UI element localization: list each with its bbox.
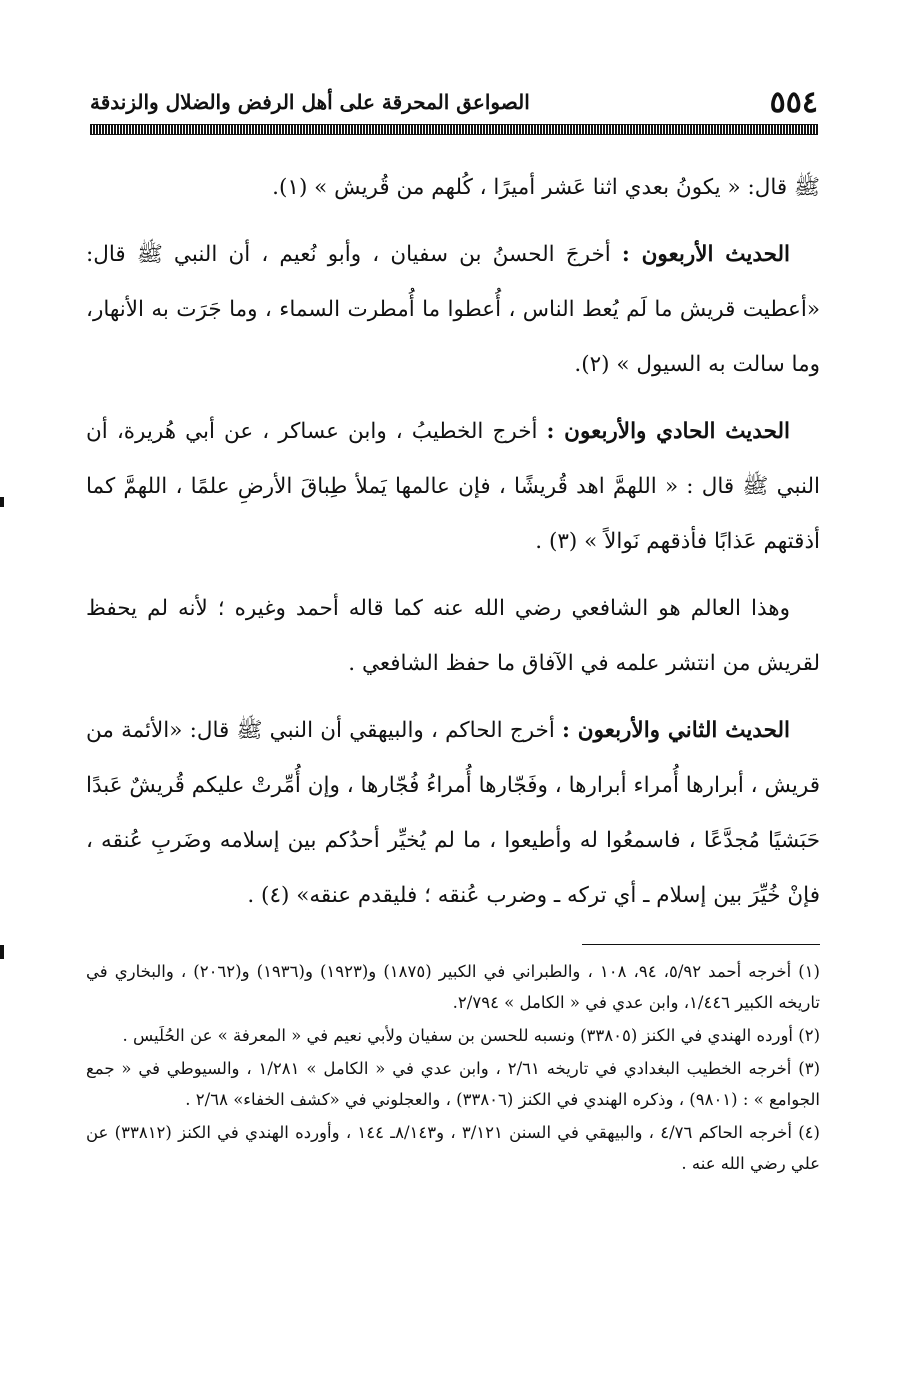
- running-title: الصواعق المحرقة على أهل الرفض والضلال والزندقة: [90, 90, 530, 114]
- scan-margin-mark: [0, 497, 4, 507]
- paragraph-text: أخرجَ الحسنُ بن سفيان ، وأبو نُعيم ، أن النبي ﷺ قال: «أعطيت قريش ما لَم يُعط الناس ، أُعطوا ما أُمطرت السماء ، وما جَرَت به الأنهار، وما سالت به السيول » (٢).: [86, 242, 820, 377]
- footnote: [86, 1053, 820, 1115]
- footnote-number: (٢): [798, 1026, 820, 1045]
- hadith-heading: الحديث الثاني والأربعون :: [562, 718, 790, 743]
- paragraph-text: أخرج الحاكم ، والبيهقي أن النبي ﷺ قال: «الأئمة من قريش ، أبرارها أُمراء أبرارها ، وفَجّارها أُمراءُ فُجّارها ، وإن أُمِّرتْ عليكم قُريشٌ عَبدًا حَبَشيًا مُجدَّعًا ، فاسمعُوا له وأطيعوا ، ما لم يُخيِّر أحدُكم بين إسلامه وضَربِ عُنقه ، فإنْ خُيِّرَ بين إسلام ـ أي تركه ـ وضرب عُنقه ؛ فليقدم عنقه» (٤) .: [86, 718, 820, 908]
- paragraph: [86, 160, 820, 215]
- footnote: [86, 1020, 820, 1051]
- page-number: ٥٥٤: [769, 84, 818, 120]
- paragraph: [86, 227, 820, 392]
- footnote-number: (١): [798, 962, 820, 981]
- paragraph: [86, 404, 820, 569]
- footnote: [86, 956, 820, 1018]
- page-header: [90, 84, 818, 120]
- paragraph-text: أخرج الخطيبُ ، وابن عساكر ، عن أبي هُريرة، أن النبي ﷺ قال : « اللهمَّ اهد قُريشًا ، فإن عالمها يَملأ طِباقَ الأرضِ علمًا ، اللهمَّ كما أذقتهم عَذابًا فأذقهم نَوالاً » (٣) .: [86, 419, 820, 554]
- footnote-text: أخرجه الخطيب البغدادي في تاريخه ٢/٦١ ، وابن عدي في « الكامل » ١/٢٨١ ، والسيوطي في « جمع الجوامع » : (٩٨٠١) ، وذكره الهندي في الكنز (٣٣٨٠٦) ، والعجلوني في «كشف الخفاء» ٢/٦٨ .: [86, 1059, 820, 1109]
- footnote-text: أورده الهندي في الكنز (٣٣٨٠٥) ونسبه للحسن بن سفيان ولأبي نعيم في « المعرفة » عن الحُلَيس .: [122, 1026, 793, 1045]
- main-text: [86, 160, 820, 935]
- footnote: [86, 1117, 820, 1179]
- paragraph: [86, 703, 820, 923]
- paragraph-text: وهذا العالم هو الشافعي رضي الله عنه كما قاله أحمد وغيره ؛ لأنه لم يحفظ لقريش من انتشر علمه في الآفاق ما حفظ الشافعي .: [86, 596, 820, 676]
- footnote-text: أخرجه أحمد ٥/٩٢، ٩٤، ١٠٨ ، والطبراني في الكبير (١٨٧٥) و(١٩٢٣) و(١٩٣٦) و(٢٠٦٢) ، والبخاري في تاريخه الكبير ١/٤٤٦، وابن عدي في « الكامل » ٢/٧٩٤.: [86, 962, 820, 1012]
- hadith-heading: الحديث الحادي والأربعون :: [546, 419, 790, 444]
- header-rule: [90, 124, 818, 135]
- footnote-separator: [582, 944, 820, 945]
- paragraph: [86, 581, 820, 691]
- scan-margin-mark: [0, 945, 4, 959]
- footnote-number: (٣): [798, 1059, 821, 1078]
- footnote-text: أخرجه الحاكم ٤/٧٦ ، والبيهقي في السنن ٣/١٢١ ، و٨/١٤٣ـ ١٤٤ ، وأورده الهندي في الكنز (٣٣٨١٢) عن علي رضي الله عنه .: [86, 1123, 820, 1173]
- footnotes: [86, 956, 820, 1181]
- paragraph-text: ﷺ قال: « يكونُ بعدي اثنا عَشر أميرًا ، كُلهم من قُريش » (١).: [272, 175, 820, 200]
- hadith-heading: الحديث الأربعون :: [621, 242, 791, 267]
- footnote-number: (٤): [798, 1123, 820, 1142]
